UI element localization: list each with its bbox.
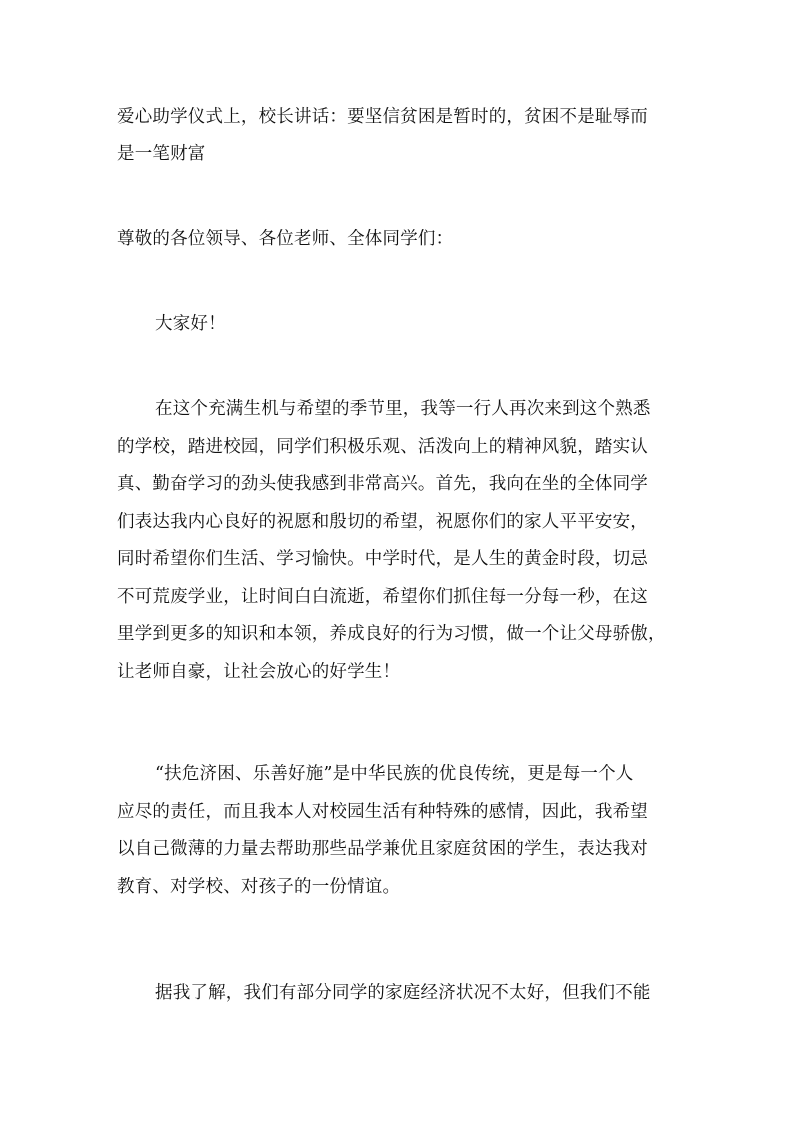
paragraph-1-line-5: 同时希望你们生活、学习愉快。中学时代，是人生的黄金时段，切忌 xyxy=(117,549,648,569)
paragraph-3-line-1: 据我了解，我们有部分同学的家庭经济状况不太好，但我们不能 xyxy=(155,983,651,1003)
paragraph-1-line-2: 的学校，踏进校园，同学们积极乐观、活泼向上的精神风貌，踏实认 xyxy=(117,437,648,457)
title-line-1: 爱心助学仪式上，校长讲话：要坚信贫困是暂时的，贫困不是耻辱而 xyxy=(117,107,648,127)
paragraph-2-line-3: 以自己微薄的力量去帮助那些品学兼优且家庭贫困的学生，表达我对 xyxy=(117,839,648,859)
paragraph-1-line-7: 里学到更多的知识和本领，养成良好的行为习惯，做一个让父母骄傲， xyxy=(117,624,666,644)
paragraph-1-line-6: 不可荒废学业，让时间白白流逝，希望你们抓住每一分每一秒，在这 xyxy=(117,587,648,607)
paragraph-2-line-4: 教育、对学校、对孩子的一份情谊。 xyxy=(117,877,401,897)
greeting: 大家好！ xyxy=(155,314,226,334)
paragraph-1-line-3: 真、勤奋学习的劲头使我感到非常高兴。首先，我向在坐的全体同学 xyxy=(117,474,648,494)
paragraph-1-line-4: 们表达我内心良好的祝愿和殷切的希望，祝愿你们的家人平平安安， xyxy=(117,512,648,532)
paragraph-2-line-2: 应尽的责任，而且我本人对校园生活有种特殊的感情，因此，我希望 xyxy=(117,802,648,822)
paragraph-1-line-1: 在这个充满生机与希望的季节里，我等一行人再次来到这个熟悉 xyxy=(155,399,651,419)
salutation: 尊敬的各位领导、各位老师、全体同学们： xyxy=(117,229,454,249)
paragraph-2-line-1: “扶危济困、乐善好施”是中华民族的优良传统，更是每一个人 xyxy=(155,764,634,784)
title-line-2: 是一笔财富 xyxy=(117,144,206,164)
paragraph-1-line-8: 让老师自豪，让社会放心的好学生！ xyxy=(117,662,401,682)
